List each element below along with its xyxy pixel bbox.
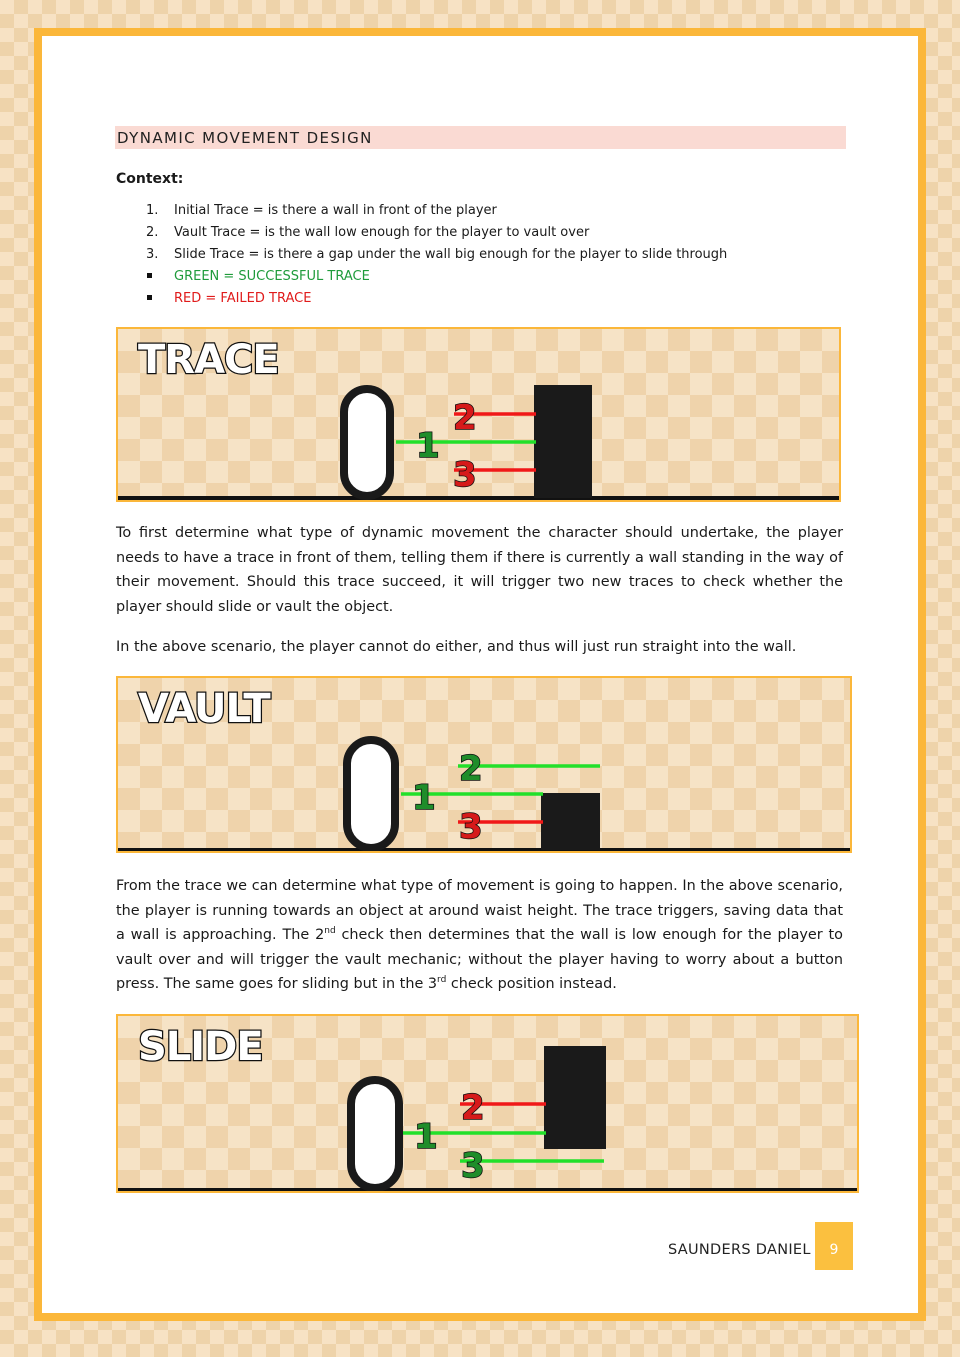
bullet-icon xyxy=(146,266,174,288)
list-marker: 3. xyxy=(146,247,159,262)
ground-line xyxy=(118,1188,859,1192)
trace-label-3: 3 xyxy=(453,455,477,495)
ground-line xyxy=(118,848,852,852)
list-item-legend-green xyxy=(146,266,727,288)
vault-diagram-graphic xyxy=(118,678,852,853)
trace-label-1: 1 xyxy=(412,778,436,818)
player-capsule-icon xyxy=(344,389,390,496)
context-label: Context: xyxy=(116,171,184,187)
list-item-text: Initial Trace = is there a wall in front of the player xyxy=(174,203,497,218)
paragraph-trace-scenario: In the above scenario, the player cannot do either, and thus will just run straight into the wall. xyxy=(116,639,797,655)
trace-diagram-graphic xyxy=(118,329,841,502)
paragraph-vault-explanation: From the trace we can determine what type of movement is going to happen. In the above scenario, the player is running towards an object at around waist height. The trace triggers, saving data that a wall is approaching. The 2nd check then determines that the wall is low enough for the player to vault over and will trigger the vault mechanic; without the player having to worry about a button press. The same goes for sliding but in the 3rd check position instead. xyxy=(116,878,843,993)
trace-label-2: 2 xyxy=(461,1088,485,1128)
diagram-title: TRACE xyxy=(138,337,279,383)
trace-label-2: 2 xyxy=(459,749,483,789)
list-marker: 2. xyxy=(146,225,159,240)
player-capsule-icon xyxy=(347,740,395,848)
footer-author: SAUNDERS DANIEL xyxy=(668,1242,811,1258)
trace-label-3: 3 xyxy=(459,807,483,847)
ground-line xyxy=(118,496,841,500)
trace-diagram xyxy=(116,327,841,502)
wall-block xyxy=(534,385,592,498)
slide-diagram xyxy=(116,1014,859,1193)
bullet-icon xyxy=(146,288,174,310)
trace-label-3: 3 xyxy=(461,1146,485,1186)
list-item-legend-red xyxy=(146,288,727,310)
section-heading: DYNAMIC MOVEMENT DESIGN xyxy=(115,126,846,149)
list-item-text: Slide Trace = is there a gap under the wall big enough for the player to slide through xyxy=(174,247,728,262)
list-marker: 1. xyxy=(146,203,159,218)
list-item xyxy=(146,222,727,244)
list-item-text: GREEN = SUCCESSFUL TRACE xyxy=(174,269,370,284)
list-item xyxy=(146,244,727,266)
vault-diagram xyxy=(116,676,852,853)
list-item-text: Vault Trace = is the wall low enough for the player to vault over xyxy=(174,225,590,240)
wall-block xyxy=(544,1046,606,1149)
trace-label-1: 1 xyxy=(416,426,440,466)
trace-label-2: 2 xyxy=(453,398,477,438)
paragraph-trace-intro: To first determine what type of dynamic movement the character should undertake, the player needs to have a trace in front of them, telling them if there is currently a wall standing in the way of their movement. Should this trace succeed, it will trigger two new traces to check whether the player should slide or vault the object. xyxy=(116,525,843,615)
page-number: 9 xyxy=(815,1222,853,1270)
player-capsule-icon xyxy=(351,1080,399,1188)
slide-diagram-graphic xyxy=(118,1016,859,1193)
context-list xyxy=(146,200,727,310)
list-item-text: RED = FAILED TRACE xyxy=(174,291,312,306)
diagram-title: SLIDE xyxy=(138,1024,263,1070)
list-item xyxy=(146,200,727,222)
wall-block xyxy=(541,793,600,850)
diagram-title: VAULT xyxy=(138,686,270,732)
trace-label-1: 1 xyxy=(414,1117,438,1157)
